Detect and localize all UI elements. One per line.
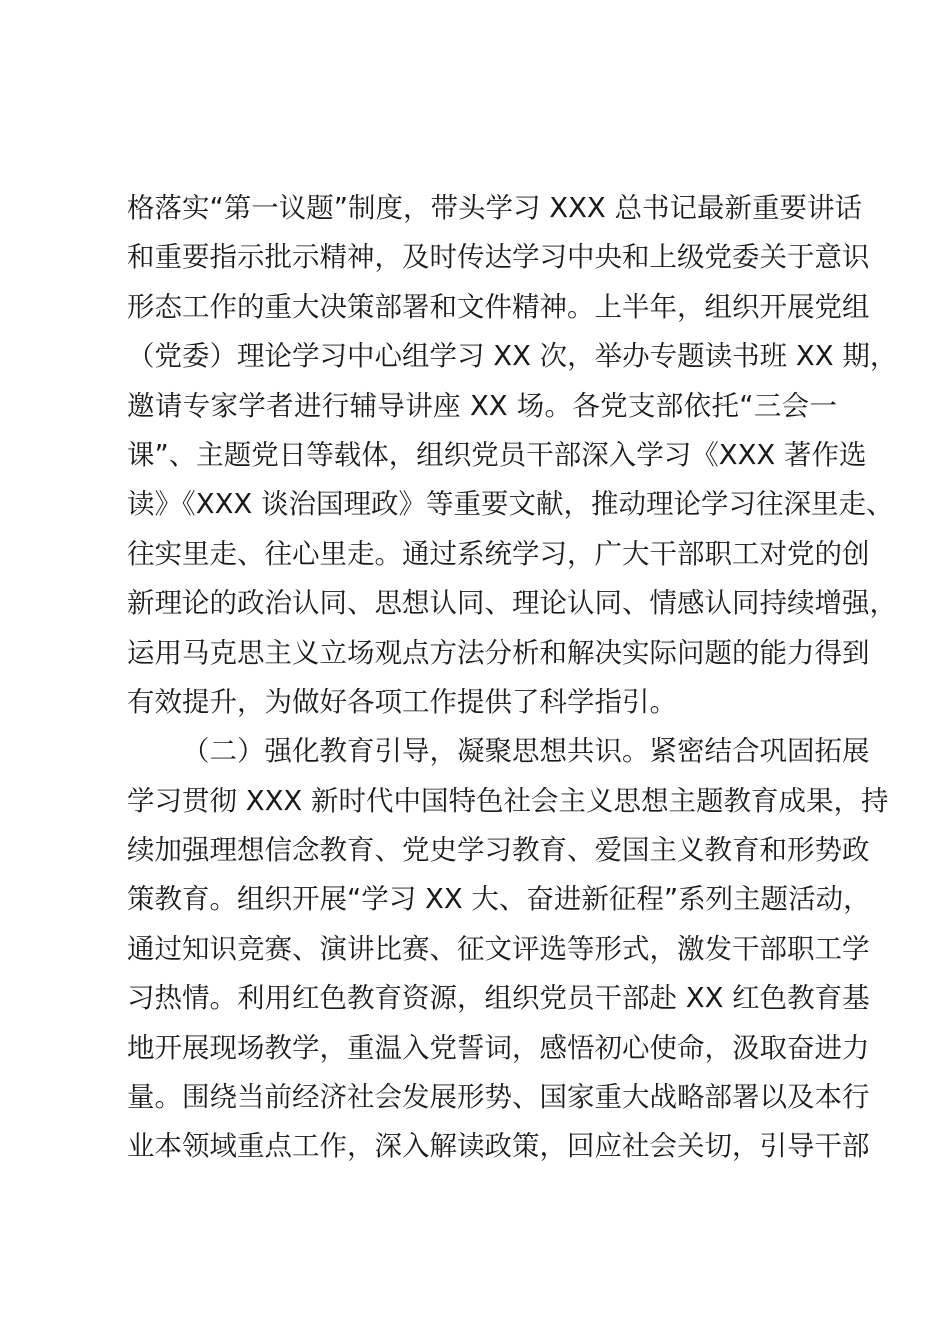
paragraph-line: 续加强理想信念教育、党史学习教育、爱国主义教育和形势政 — [127, 834, 870, 867]
paragraph-line: 习热情。利用红色教育资源，组织党员干部赴 XX 红色教育基 — [127, 982, 870, 1015]
paragraph-line: 量。围绕当前经济社会发展形势、国家重大战略部署以及本行 — [127, 1081, 870, 1114]
paragraph-2 — [127, 727, 889, 1172]
paragraph-line: 有效提升，为做好各项工作提供了科学指引。 — [127, 685, 677, 718]
paragraph-line: （党委）理论学习中心组学习 XX 次，举办专题读书班 XX 期， — [127, 340, 898, 373]
paragraph-line: 通过知识竞赛、演讲比赛、征文评选等形式，激发干部职工学 — [127, 932, 870, 965]
document-body — [127, 184, 898, 1172]
paragraph-line: 和重要指示批示精神，及时传达学习中央和上级党委关于意识 — [127, 241, 870, 274]
paragraph-line: 课”、主题党日等载体，组织党员干部深入学习《XXX 著作选 — [127, 438, 867, 471]
paragraph-1 — [127, 184, 898, 727]
paragraph-line: 新理论的政治认同、思想认同、理论认同、情感认同持续增强， — [127, 587, 897, 620]
paragraph-line: 读》《XXX 谈治国理政》等重要文献，推动理论学习往深里走、 — [127, 488, 894, 521]
paragraph-line: 运用马克思主义立场观点方法分析和解决实际问题的能力得到 — [127, 636, 870, 669]
paragraph-line: 策教育。组织开展“学习 XX 大、奋进新征程”系列主题活动， — [127, 883, 871, 916]
paragraph-line: 形态工作的重大决策部署和文件精神。上半年，组织开展党组 — [127, 290, 870, 323]
paragraph-line: 往实里走、往心里走。通过系统学习，广大干部职工对党的创 — [127, 537, 870, 570]
section-heading-line: （二）强化教育引导，凝聚思想共识。紧密结合巩固拓展 — [182, 735, 870, 768]
paragraph-line: 业本领域重点工作，深入解读政策，回应社会关切，引导干部 — [127, 1130, 870, 1163]
paragraph-line: 邀请专家学者进行辅导讲座 XX 场。各党支部依托“三会一 — [127, 389, 837, 422]
paragraph-line: 格落实“第一议题”制度，带头学习 XXX 总书记最新重要讲话 — [127, 192, 862, 224]
paragraph-line: 地开展现场教学，重温入党誓词，感悟初心使命，汲取奋进力 — [127, 1031, 870, 1064]
paragraph-line: 学习贯彻 XXX 新时代中国特色社会主义思想主题教育成果，持 — [127, 784, 889, 817]
